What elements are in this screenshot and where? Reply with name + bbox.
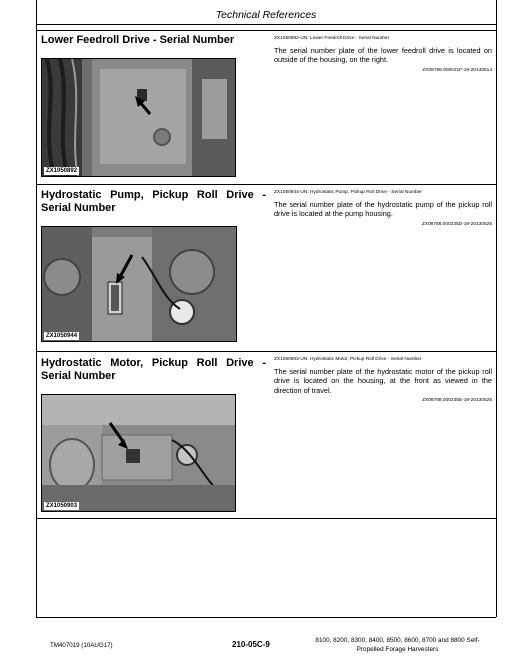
photo-pump (41, 226, 237, 342)
section-text: The serial number plate of the hydrostatic pump of the pickup roll drive is located at the pump housing. (274, 200, 492, 219)
section-hydrostatic-pump (36, 184, 496, 352)
section-lower-feedroll (36, 30, 496, 185)
figure-id: ZX1050892-UN: Lower Feedroll Drive - Serial Number (274, 36, 390, 41)
section-title: Hydrostatic Pump, Pickup Roll Drive - Serial Number (41, 189, 266, 214)
figure-id: ZX1050903-UN: Hydrostatic Motor, Pickup Roll Drive - Serial Number (274, 357, 422, 362)
reference-code: ZX08788,000235E-19-20130625 (422, 398, 492, 403)
reference-code: ZX08788,000021F-19-20140514 (422, 68, 492, 73)
reference-code: ZX08788,000235D-19-20130625 (421, 222, 492, 227)
photo-motor (41, 394, 236, 512)
footer-rule (36, 617, 496, 618)
header-rule (36, 24, 496, 25)
footer-models (300, 637, 495, 654)
image-label: ZX1050892 (46, 168, 78, 174)
section-text: The serial number plate of the hydrostatic motor of the pickup roll drive is located on the housing, at the front as viewed in the direction of travel. (274, 367, 492, 395)
header-title: Technical References (215, 9, 317, 21)
section-hydrostatic-motor (36, 351, 496, 519)
footer-page-number: 210-05C-9 (232, 640, 270, 649)
image-label: ZX1050944 (46, 333, 78, 339)
photo-feedroll (41, 58, 236, 177)
image-label: ZX1050903 (46, 503, 78, 509)
section-title: Lower Feedroll Drive - Serial Number (41, 34, 235, 46)
footer-models-line1: 8100, 8200, 8300, 8400, 8500, 8600, 8700 and 8800 Self- (315, 637, 480, 644)
section-text: The serial number plate of the lower feedroll drive is located on outside of the housing, on the right. (274, 46, 492, 65)
section-title: Hydrostatic Motor, Pickup Roll Drive - Serial Number (41, 357, 266, 382)
figure-id: ZX1050944-UN: Hydrostatic Pump, Pickup Roll Drive - Serial Number (274, 190, 422, 195)
footer-doc-number: TM407019 (10AUG17) (50, 642, 113, 649)
footer-models-line2: Propelled Forage Harvesters (356, 645, 439, 653)
